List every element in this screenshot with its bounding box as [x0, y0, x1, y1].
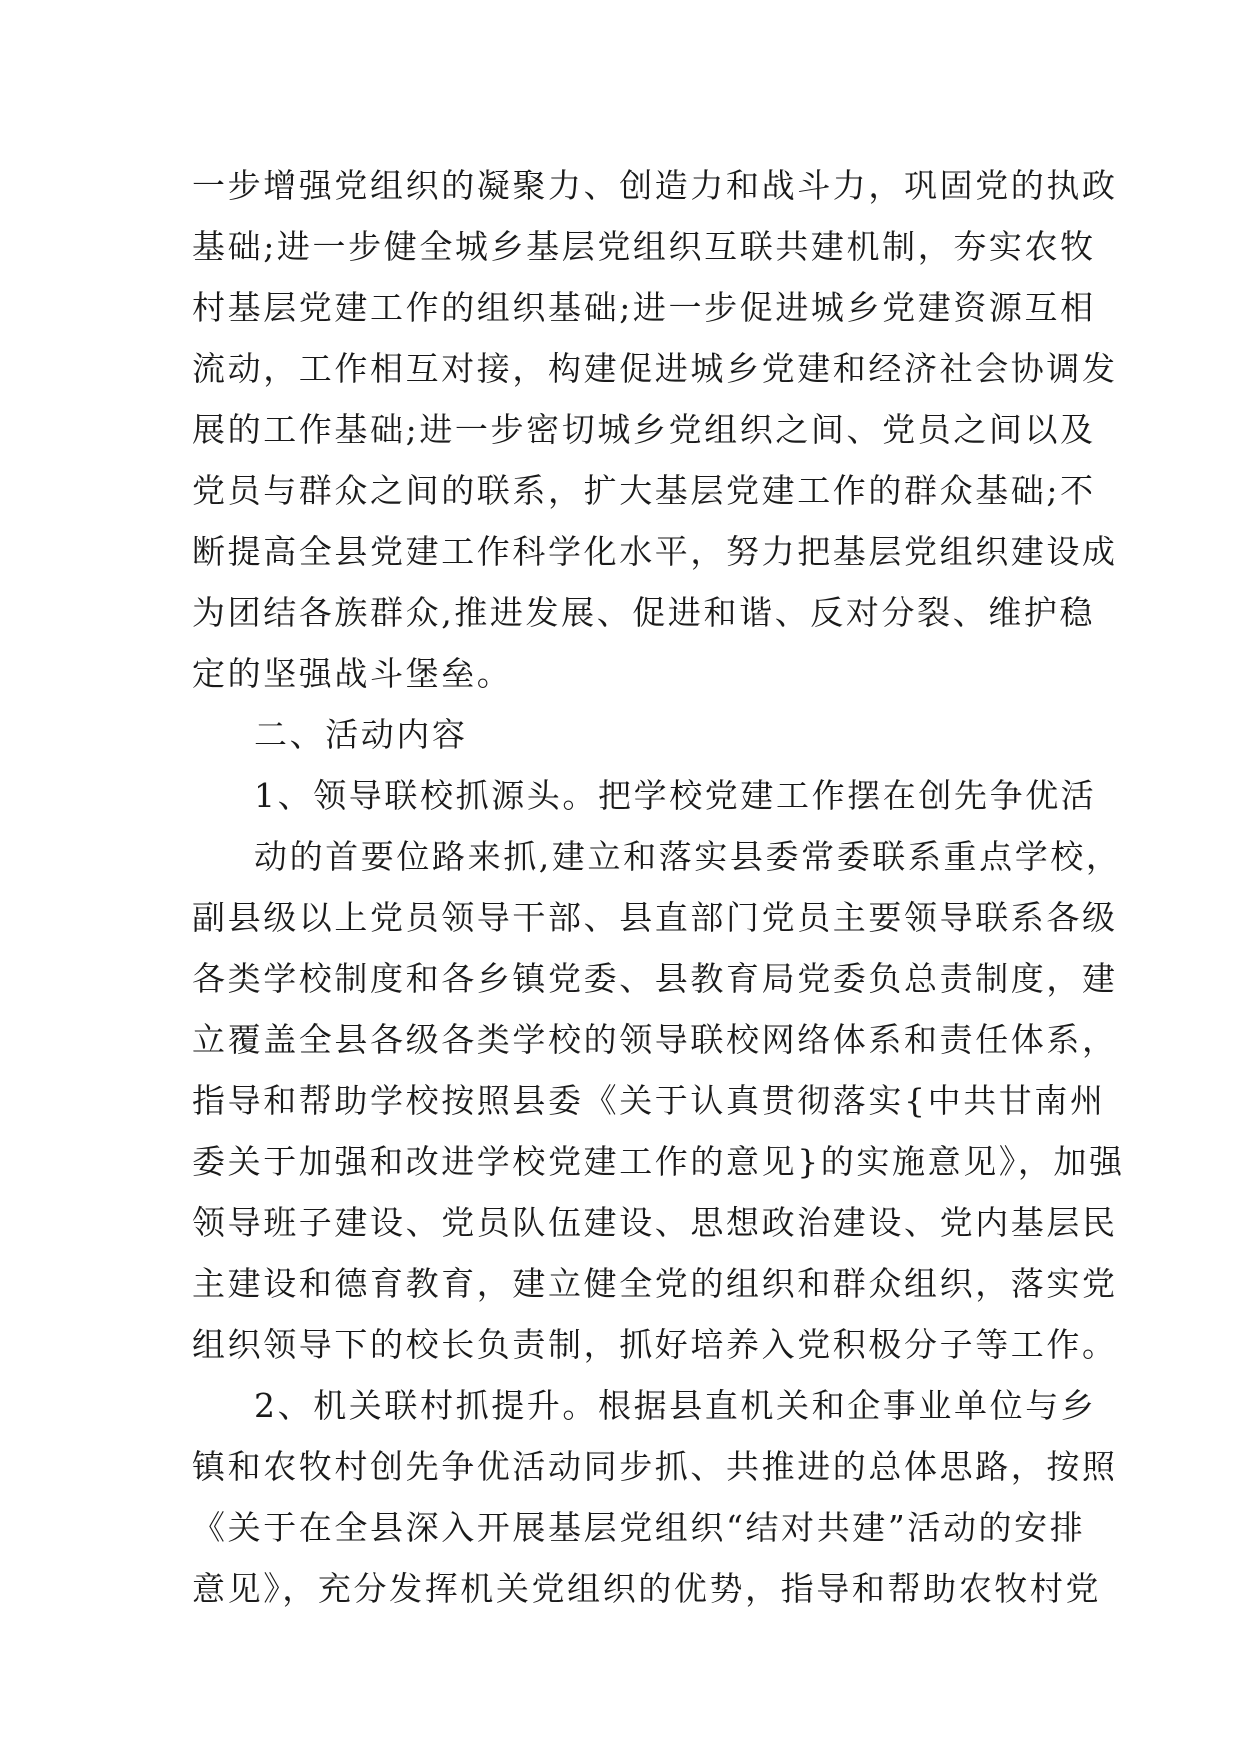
text-line: 指导和帮助学校按照县委《关于认真贯彻落实{中共甘南州	[192, 1081, 1106, 1120]
text-line: 副县级以上党员领导干部、县直部门党员主要领导联系各级	[192, 898, 1118, 937]
text-line: 意见》，充分发挥机关党组织的优势，指导和帮助农牧村党	[192, 1569, 1102, 1608]
text-line: 村基层党建工作的组织基础;进一步促进城乡党建资源互相	[192, 288, 1096, 327]
text-line: 流动，工作相互对接，构建促进城乡党建和经济社会协调发	[192, 349, 1118, 388]
text-line: 党员与群众之间的联系，扩大基层党建工作的群众基础;不	[192, 471, 1096, 510]
section-heading: 二、活动内容	[254, 715, 468, 754]
text-line: 立覆盖全县各级各类学校的领导联校网络体系和责任体系，	[192, 1020, 1118, 1059]
text-line: 定的坚强战斗堡垒。	[192, 654, 513, 693]
text-line: 各类学校制度和各乡镇党委、县教育局党委负总责制度，建	[192, 959, 1118, 998]
text-line: 主建设和德育教育，建立健全党的组织和群众组织，落实党	[192, 1264, 1118, 1303]
text-line: 委关于加强和改进学校党建工作的意见}的实施意见》，加强	[192, 1142, 1125, 1181]
text-line: 领导班子建设、党员队伍建设、思想政治建设、党内基层民	[192, 1203, 1118, 1242]
text-line: 为团结各族群众,推进发展、促进和谐、反对分裂、维护稳	[192, 593, 1096, 632]
text-line: 断提高全县党建工作科学化水平，努力把基层党组织建设成	[192, 532, 1118, 571]
text-line: 展的工作基础;进一步密切城乡党组织之间、党员之间以及	[192, 410, 1096, 449]
text-line: 《关于在全县深入开展基层党组织“结对共建”活动的安排	[192, 1508, 1086, 1547]
text-line: 2、机关联村抓提升。根据县直机关和企事业单位与乡	[254, 1386, 1097, 1425]
text-line: 1、领导联校抓源头。把学校党建工作摆在创先争优活	[254, 776, 1097, 815]
text-line: 镇和农牧村创先争优活动同步抓、共推进的总体思路，按照	[192, 1447, 1118, 1486]
text-line: 基础;进一步健全城乡基层党组织互联共建机制，夯实农牧	[192, 227, 1096, 266]
text-line: 组织领导下的校长负责制，抓好培养入党积极分子等工作。	[192, 1325, 1118, 1364]
document-body	[192, 155, 1125, 1619]
text-line: 一步增强党组织的凝聚力、创造力和战斗力，巩固党的执政	[192, 166, 1118, 205]
text-line: 动的首要位路来抓,建立和落实县委常委联系重点学校，	[254, 837, 1122, 876]
